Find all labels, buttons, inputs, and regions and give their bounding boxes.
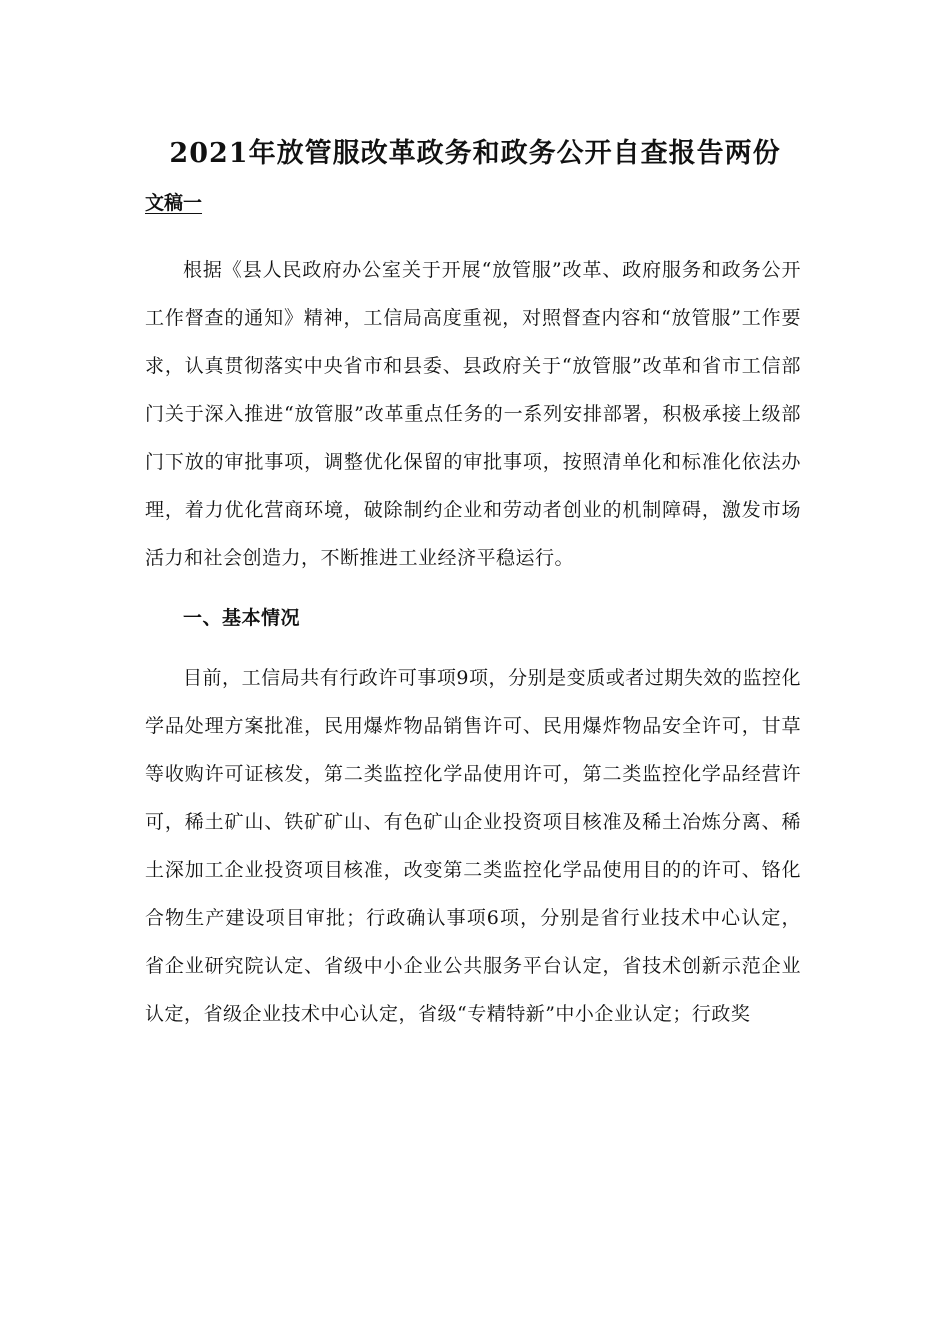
paragraph-basic-situation: 目前，工信局共有行政许可事项9项，分别是变质或者过期失效的监控化学品处理方案批准，民用爆炸物品销售许可、民用爆炸物品安全许可，甘草等收购许可证核发，第二类监控化学品使用许可，第二类监控化学品经营许可，稀土矿山、铁矿矿山、有色矿山企业投资项目核准及稀土冶炼分离、稀土深加工企业投资项目核准，改变第二类监控化学品使用目的的许可、铬化合物生产建设项目审批；行政确认事项6项，分别是省行业技术中心认定，省企业研究院认定、省级中小企业公共服务平台认定，省技术创新示范企业认定，省级企业技术中心认定，省级“专精特新”中小企业认定；行政奖 — [145, 667, 801, 1025]
document-body — [145, 246, 801, 1038]
section-heading-basic-situation: 一、基本情况 — [183, 607, 301, 629]
draft-label: 文稿一 — [145, 192, 203, 214]
document-title: 2021年放管服改革政务和政务公开自查报告两份 — [169, 138, 781, 169]
paragraph-intro: 根据《县人民政府办公室关于开展“放管服”改革、政府服务和政务公开工作督查的通知》精神，工信局高度重视，对照督查内容和“放管服”工作要求，认真贯彻落实中央省市和县委、县政府关于“放管服”改革和省市工信部门关于深入推进“放管服”改革重点任务的一系列安排部署，积极承接上级部门下放的审批事项，调整优化保留的审批事项，按照清单化和标准化依法办理，着力优化营商环境，破除制约企业和劳动者创业的机制障碍，激发市场活力和社会创造力，不断推进工业经济平稳运行。 — [145, 259, 801, 569]
